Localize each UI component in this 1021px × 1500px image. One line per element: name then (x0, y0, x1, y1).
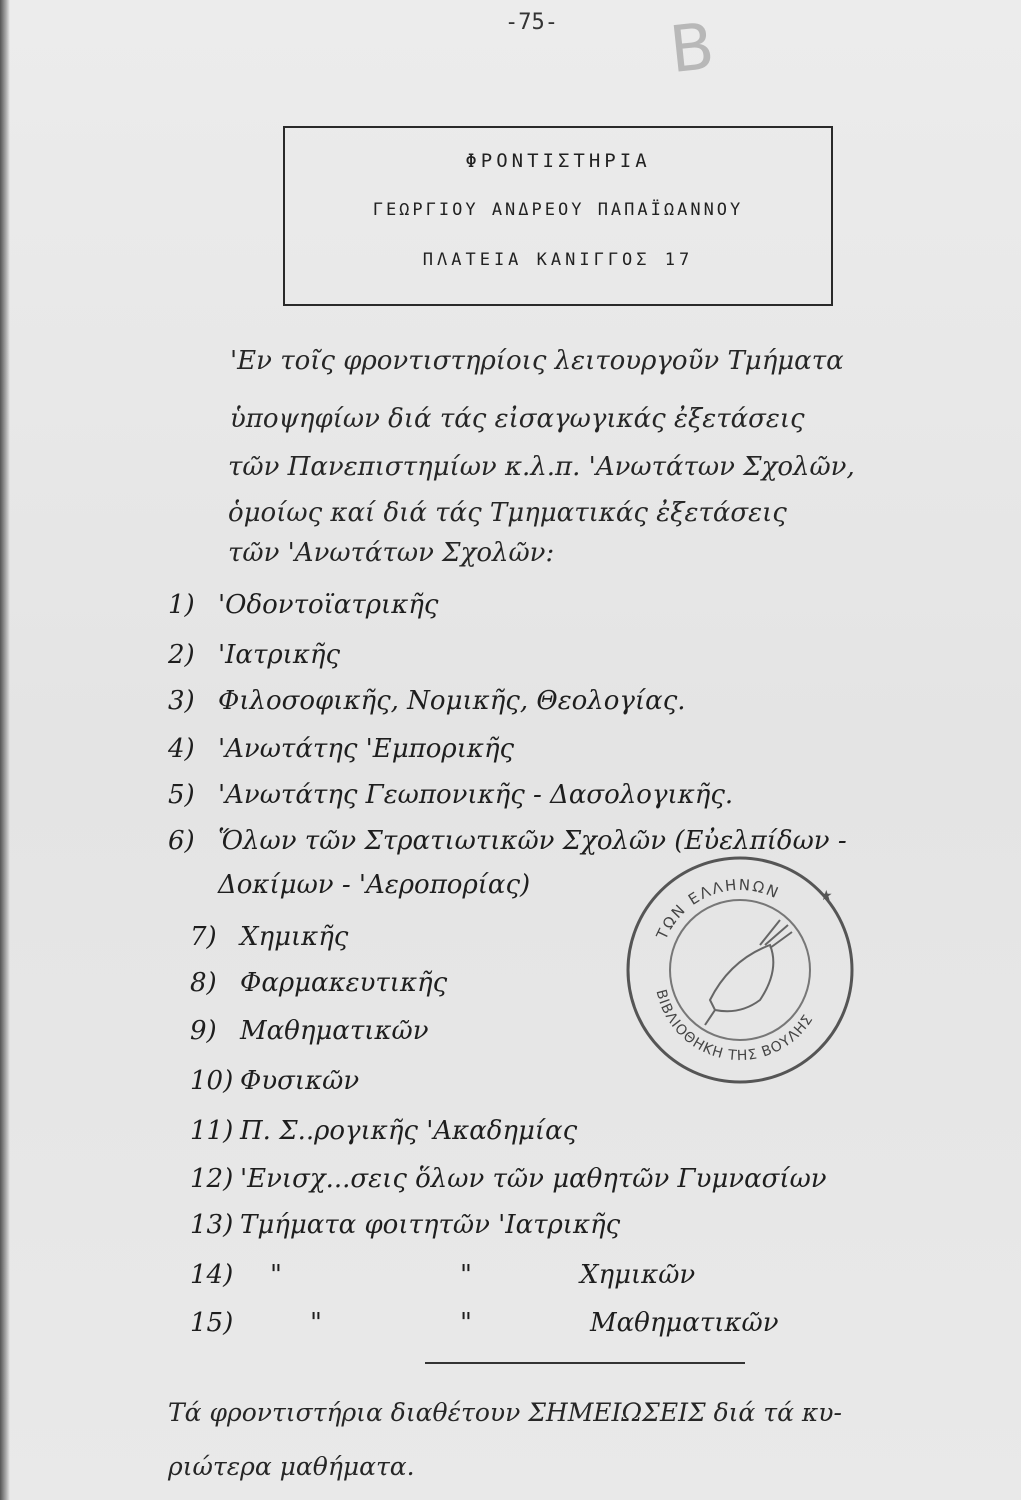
list-item-text: 'Ανωτάτης 'Εμπορικῆς (218, 734, 515, 764)
list-item-text: 'Ενισχ...σεις ὅλων τῶν μαθητῶν Γυμνασίων (240, 1164, 827, 1194)
ditto-mark: " (310, 1308, 322, 1338)
list-item (190, 1016, 429, 1062)
list-item-number: 10) (190, 1066, 234, 1096)
list-item-number: 13) (190, 1210, 234, 1240)
list-item-number: 15) (190, 1308, 234, 1338)
list-item (190, 922, 348, 968)
list-item (168, 640, 340, 686)
header-name: ΓΕΩΡΓΙΟΥ ΑΝΔΡΕΟΥ ΠΑΠΑΪΩΑΝΝΟΥ (372, 200, 744, 220)
intro-line: ὑποψηφίων διά τάς εἰσαγωγικάς ἐξετάσεις (230, 404, 805, 434)
list-item-text: 'Ανωτάτης Γεωπονικῆς - Δασολογικῆς. (218, 780, 734, 810)
list-item-number: 12) (190, 1164, 234, 1194)
stamp-bottom-text: ΒΙΒΛΙΟΘΗΚΗ ΤΗΣ ΒΟΥΛΗΣ (652, 987, 817, 1065)
page-number: -75- (505, 10, 558, 35)
intro-line: ὁμοίως καί διά τάς Τμηματικάς ἐξετάσεις (228, 498, 787, 528)
header-address: ΠΛΑΤΕΙΑ ΚΑΝΙΓΓΟΣ 17 (422, 250, 694, 270)
list-item (190, 1308, 779, 1354)
ditto-mark: " (460, 1260, 472, 1290)
list-item-number: 1) (168, 590, 195, 620)
list-item-number: 5) (168, 780, 195, 810)
list-item-number: 7) (190, 922, 217, 952)
star-icon: ★ (820, 888, 833, 904)
list-item-text: 'Οδοντοϊατρικῆς (218, 590, 439, 620)
list-item-number: 11) (190, 1116, 234, 1146)
list-item (168, 780, 733, 826)
divider-line (425, 1362, 745, 1364)
list-item-text: Μαθηματικῶν (590, 1308, 779, 1338)
intro-line: τῶν 'Ανωτάτων Σχολῶν: (228, 538, 555, 568)
intro-line: 'Εν τοῖς φροντιστηρίοις λειτουργοῦν Τμήματα (230, 346, 844, 376)
list-item (190, 1260, 696, 1306)
ditto-mark: " (460, 1308, 472, 1338)
list-item-number: 3) (168, 686, 195, 716)
footer-line: ριώτερα μαθήματα. (168, 1452, 415, 1481)
list-item-text: 'Ιατρικῆς (218, 640, 341, 670)
library-seal-stamp (620, 850, 860, 1090)
list-item-number: 9) (190, 1016, 217, 1046)
list-item-text: Π. Σ..ρογικῆς 'Ακαδημίας (240, 1116, 578, 1146)
list-item-number: 4) (168, 734, 195, 764)
list-item-text: Χημικῶν (580, 1260, 696, 1290)
intro-line: τῶν Πανεπιστημίων κ.λ.π. 'Ανωτάτων Σχολῶν, (228, 452, 855, 482)
list-item-text: Δοκίμων - 'Αεροπορίας) (218, 870, 531, 900)
owl-emblem-icon (705, 920, 792, 1025)
pencil-corner-mark: B (666, 9, 718, 89)
list-item-number: 8) (190, 968, 217, 998)
list-item-text: Χημικῆς (240, 922, 349, 952)
list-item (168, 590, 438, 636)
list-item-number: 6) (168, 826, 195, 856)
list-item-text: Τμήματα φοιτητῶν 'Ιατρικῆς (240, 1210, 621, 1240)
svg-text:ΤΩΝ ΕΛΛΗΝΩΝ (652, 876, 782, 943)
stamp-top-text: ΤΩΝ ΕΛΛΗΝΩΝ (652, 875, 783, 943)
list-item-text: Φυσικῶν (240, 1066, 360, 1096)
list-item-number: 14) (190, 1260, 234, 1290)
list-item-text: Ὅλων τῶν Στρατιωτικῶν Σχολῶν (Εὐελπίδων - (218, 826, 847, 856)
list-item (168, 734, 514, 780)
list-item (190, 1210, 620, 1256)
list-item (190, 1164, 827, 1210)
list-item-text: Φαρμακευτικῆς (240, 968, 448, 998)
list-item-number: 2) (168, 640, 195, 670)
header-stamp-box (283, 126, 833, 306)
list-item-text: Φιλοσοφικῆς, Νομικῆς, Θεολογίας. (218, 686, 686, 716)
list-item (190, 1116, 577, 1162)
list-item (168, 686, 686, 732)
footer-line: Τά φροντιστήρια διαθέτουν ΣΗΜΕΙΩΣΕΙΣ διά τά κυ- (168, 1398, 842, 1427)
header-title: ΦΡΟΝΤΙΣΤΗΡΙΑ (465, 150, 651, 172)
list-item-text: Μαθηματικῶν (240, 1016, 429, 1046)
list-item (190, 968, 447, 1014)
list-item-continuation (218, 870, 530, 916)
list-item (190, 1066, 359, 1112)
binding-shadow (0, 0, 10, 1500)
ditto-mark: " (270, 1260, 282, 1290)
